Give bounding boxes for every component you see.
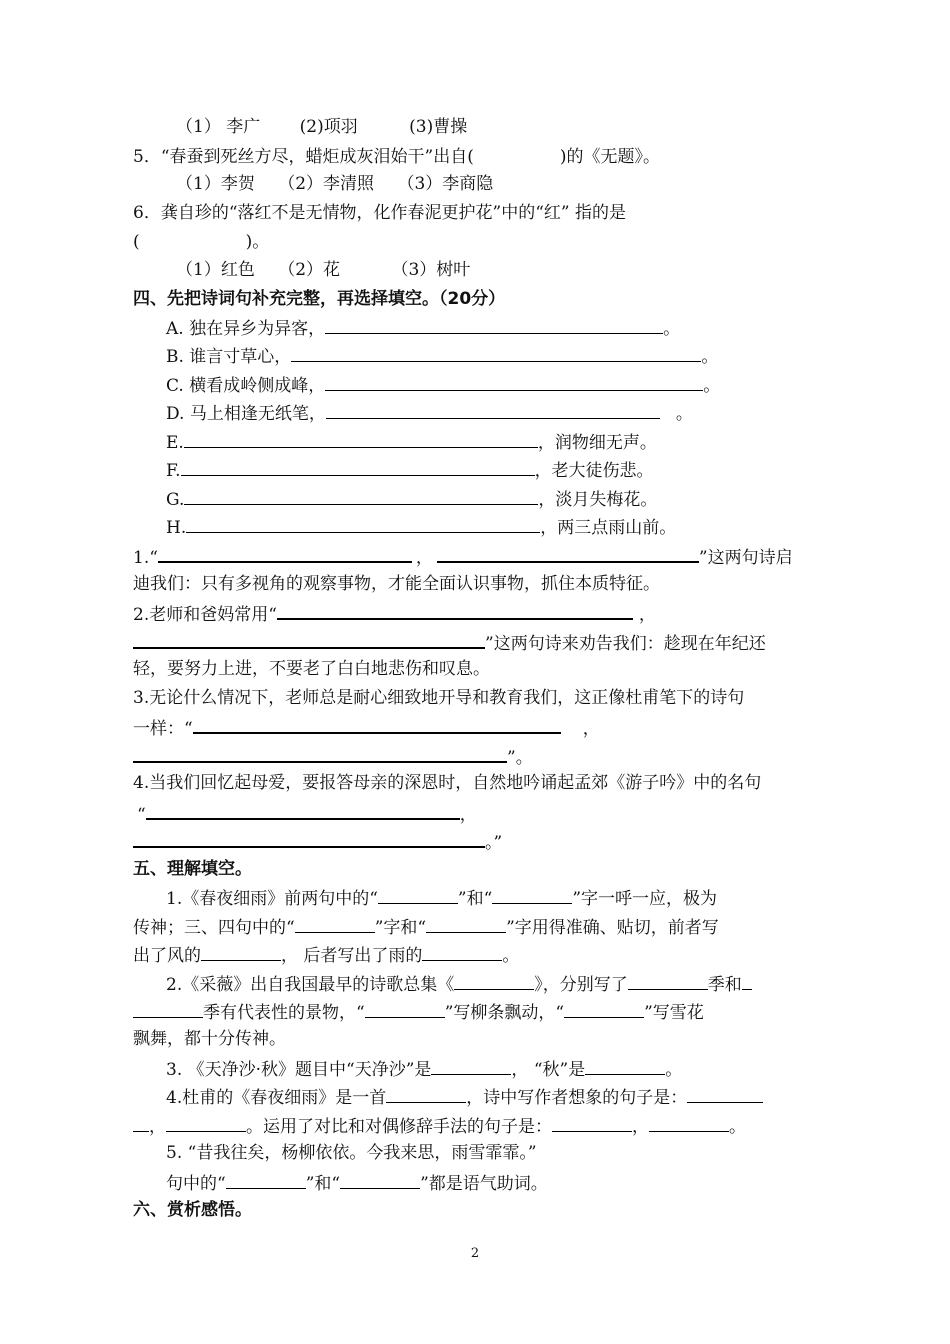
q5-text-pre: 5．“春蚕到死丝方尽，蜡炬成灰泪始干”出自( [133,147,474,167]
sec5-l3-blank-2[interactable] [422,943,502,961]
sec5-l1-blank-1[interactable] [378,886,458,904]
poem-f-text: ，老大徒伤悲。 [534,461,654,481]
poem-h-blank[interactable] [186,515,540,533]
poem-a-blank[interactable] [325,316,663,334]
q6-answer-line [133,230,269,253]
sec4-q4-line3 [133,829,502,854]
poem-a-period: 。 [663,319,681,339]
poem-e-label: E. [166,433,184,453]
sec4-q1-text: ”这两句诗启 [698,548,793,568]
sec5-line-4 [166,972,752,996]
poem-c-period: 。 [703,376,721,396]
sec5-l3-blank-1[interactable] [201,943,281,961]
section-5-heading: 五、理解填空。 [133,859,252,879]
sec5-l11-blank-2[interactable] [340,1171,420,1189]
sec5-l4-text-3: 季和 [707,975,742,995]
q6-open-paren: ( [133,232,140,252]
q5-answer-space[interactable] [474,145,560,162]
sec5-l8-blank-1[interactable] [386,1085,466,1103]
poem-c-text: C. 横看成岭侧成峰， [166,376,326,396]
q6-option-1: （1）红色 [176,260,255,280]
poem-a-text: A. 独在异乡为异客， [166,319,326,339]
poem-d-period: 。 [675,404,693,424]
poem-line-h [166,515,676,539]
sec5-l7-blank-1[interactable] [431,1057,511,1075]
sec5-l8-text-2: ，诗中写作者想象的句子是： [466,1088,688,1108]
sec5-l2-text-1: 传神；三、四句中的“ [133,918,295,938]
sec4-q4-blank-1[interactable] [146,801,460,820]
section-4-heading: 四、先把诗词句补充完整，再选择填空。（20分） [133,289,506,309]
sec4-q1-blank-1[interactable] [158,544,412,563]
sec5-line-3 [133,943,519,967]
poem-e-blank[interactable] [184,430,538,448]
sec5-l8-text-1: 4.杜甫的《春夜细雨》是一首 [166,1088,387,1108]
sec5-l5-text-1: 季有代表性的景物，“ [203,1003,365,1023]
sec5-line-9 [133,1114,746,1138]
sec5-line-1 [166,886,717,910]
sec5-l3-text-3: 。 [502,946,520,966]
poem-g-blank[interactable] [184,487,538,505]
sec5-l3-text-2: ， 后者写出了雨的 [281,946,423,966]
sec5-l9-blank-4[interactable] [649,1114,729,1132]
q5-option-1: （1）李贺 [176,174,255,194]
sec5-l2-blank-2[interactable] [426,915,506,933]
sec5-l7-text-2: ， “秋”是 [511,1060,586,1080]
q6-question: 6．龚自珍的“落红不是无情物，化作春泥更护花”中的“红” 指的是 [133,203,626,223]
sec5-l7-text-3: 。 [665,1060,683,1080]
poem-b-blank[interactable] [291,344,701,362]
poem-d-blank[interactable] [326,401,660,419]
sec4-q1-line1 [133,544,793,569]
sec5-l5-blank-3[interactable] [564,1000,644,1018]
sec5-l7-text-1: 3. 《天净沙·秋》题目中“天净沙”是 [166,1060,432,1080]
sec5-l9-blank-3[interactable] [552,1114,632,1132]
sec4-q2-line1 [133,601,656,626]
sec4-q4-end: 。” [485,833,503,853]
sec5-line-7 [166,1057,682,1081]
sec4-q3-comma: ， [582,719,600,739]
sec5-l1-text-2: ”和“ [457,889,493,909]
sec5-line-2 [133,915,719,939]
sec5-line-5 [133,1000,704,1024]
sec4-q2-blank-1[interactable] [277,601,633,620]
sec5-l5-blank-1[interactable] [133,1000,203,1018]
poem-b-text: B. 谁言寸草心， [166,347,292,367]
poem-line-c [166,373,720,397]
sec5-l2-text-3: ”字用得准确、贴切，前者写 [506,918,719,938]
sec4-q4-line1: 4.当我们回忆起母爱，要报答母亲的深恩时，自然地吟诵起孟郊《游子吟》中的名句 [133,773,762,793]
poem-line-e [166,430,657,454]
sec5-line-11 [166,1171,548,1195]
sec5-l5-text-2: ”写柳条飘动，“ [444,1003,565,1023]
sec4-q4-blank-2[interactable] [133,829,485,848]
sec4-q3-label: 一样：“ [133,719,193,739]
poem-e-text: ，润物细无声。 [537,433,657,453]
poem-b-period: 。 [701,347,719,367]
sec5-l1-text-3: ”字一呼一应，极为 [572,889,718,909]
q6-close-paren: )。 [245,232,270,252]
sec5-l7-blank-2[interactable] [585,1057,665,1075]
sec4-q3-end: ”。 [507,748,533,768]
poem-f-label: F. [166,461,181,481]
poem-line-d [166,401,693,425]
sec5-l11-text-1: 句中的“ [166,1174,226,1194]
poem-g-label: G. [166,490,185,510]
sec5-l4-blank-2[interactable] [628,972,708,990]
sec5-l1-text-1: 1.《春夜细雨》前两句中的“ [166,889,378,909]
sec4-q3-line1: 3.无论什么情况下，老师总是耐心细致地开导和教育我们，这正像杜甫笔下的诗句 [133,688,745,708]
sec5-l4-blank-3[interactable] [742,972,752,990]
sec5-l4-text-1: 2.《采薇》出自我国最早的诗歌总集《 [166,975,455,995]
sec5-l2-text-2: ”字和“ [374,918,427,938]
sec5-l9-text-4: 。 [729,1117,746,1137]
poem-d-text: D. 马上相逢无纸笔， [166,404,326,424]
sec4-q2-label: 2.老师和爸妈常用“ [133,605,277,625]
sec5-l9-text-1: ， [149,1117,166,1137]
q5-options [176,173,493,195]
q6-options [176,259,470,281]
q4-options [176,116,467,138]
page-number: 2 [470,1246,480,1261]
sec4-q2-line3: 轻，要努力上进，不要老了白白地悲伤和叹息。 [133,659,490,679]
sec4-q2-text: ”这两句诗来劝告我们：趁现在年纪还 [485,634,766,654]
sec4-q1-line2: 迪我们：只有多视角的观察事物，才能全面认识事物，抓住本质特征。 [133,574,660,594]
sec5-l9-text-3: ， [632,1117,649,1137]
q6-option-2: （2）花 [278,260,341,280]
poem-line-g [166,487,657,511]
sec4-q3-blank-1[interactable] [193,715,561,734]
poem-line-f [166,458,654,482]
sec5-l1-blank-2[interactable] [492,886,572,904]
q5-option-3: （3）李商隐 [397,174,494,194]
sec4-q2-line2 [133,630,766,655]
q5-question [133,145,660,168]
sec5-l5-blank-2[interactable] [365,1000,445,1018]
sec4-q1-comma: ， [415,548,433,568]
sec4-q4-comma: ， [459,805,477,825]
q5-option-2: （2）李清照 [278,174,375,194]
sec5-l11-text-3: ”都是语气助词。 [420,1174,548,1194]
sec5-line-6: 飘舞，都十分传神。 [133,1029,286,1049]
sec5-l9-blank-1[interactable] [133,1114,149,1132]
poem-c-blank[interactable] [325,373,703,391]
sec4-q3-line2 [133,715,600,740]
sec5-l5-text-3: ”写雪花 [644,1003,704,1023]
sec5-l9-blank-2[interactable] [166,1114,246,1132]
poem-f-blank[interactable] [181,458,535,476]
sec5-l4-text-2: 》，分别写了 [534,975,628,995]
sec4-q3-blank-2[interactable] [133,744,507,763]
sec5-l11-text-2: ”和“ [305,1174,341,1194]
sec4-q1-label: 1.“ [133,548,158,568]
sec4-q1-blank-2[interactable] [437,544,699,563]
q4-option-3: (3)曹操 [409,117,468,137]
sec5-line-10: 5. “昔我往矣，杨柳依依。今我来思，雨雪霏霏。” [166,1143,537,1163]
sec4-q4-line2 [137,801,477,826]
sec5-l3-text-1: 出了风的 [133,946,201,966]
poem-line-a [166,316,680,340]
sec4-q3-line3 [133,744,533,769]
sec4-q2-blank-2[interactable] [133,630,485,649]
sec4-q2-comma: ， [638,605,656,625]
sec5-l2-blank-1[interactable] [295,915,375,933]
poem-h-label: H. [166,518,187,538]
sec4-q4-open-quote: “ [137,805,146,825]
poem-h-text: ，两三点雨山前。 [540,518,677,538]
q6-option-3: （3）树叶 [391,260,471,280]
section-6-heading: 六、赏析感悟。 [133,1200,252,1220]
q4-option-1: （1） 李广 [176,117,261,137]
sec5-l8-blank-2[interactable] [687,1085,763,1103]
sec5-l11-blank-1[interactable] [226,1171,306,1189]
poem-g-text: ，淡月失梅花。 [538,490,658,510]
q4-option-2: (2)项羽 [299,117,358,137]
sec5-line-8 [166,1085,763,1109]
q5-text-post: )的《无题》。 [559,147,660,167]
q6-answer-space[interactable] [140,230,246,247]
sec5-l9-text-2: 。运用了对比和对偶修辞手法的句子是： [246,1117,552,1137]
poem-line-b [166,344,718,368]
sec5-l4-blank-1[interactable] [454,972,534,990]
